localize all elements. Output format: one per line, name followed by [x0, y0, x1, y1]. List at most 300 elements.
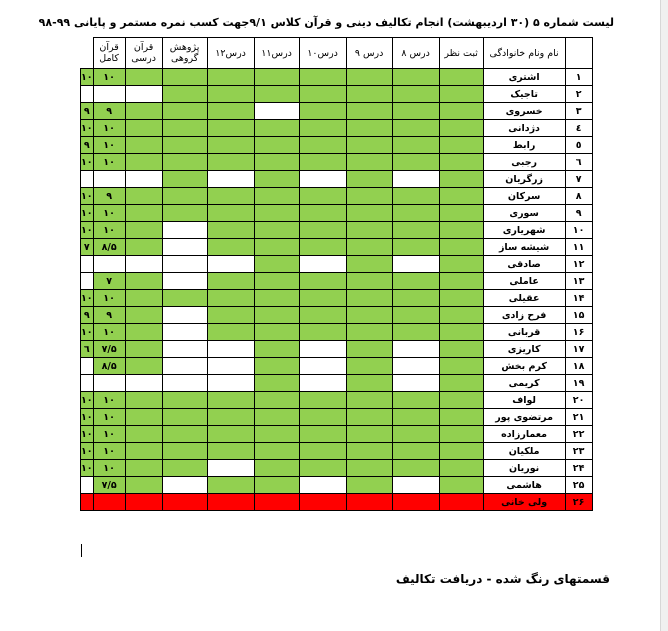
- status-cell: [162, 341, 207, 358]
- status-cell: [346, 171, 392, 188]
- quran-lesson-score: ۸/۵: [93, 239, 125, 256]
- column-header: قرآن درسی: [125, 38, 162, 69]
- status-cell: [299, 120, 346, 137]
- table-body: [81, 69, 593, 511]
- status-cell: [125, 273, 162, 290]
- quran-lesson-score: ۱۰: [93, 222, 125, 239]
- quran-full-score: ۱۰: [81, 222, 94, 239]
- row-number: ۲: [565, 86, 592, 103]
- quran-lesson-score: ۱۰: [93, 443, 125, 460]
- status-cell: [125, 239, 162, 256]
- quran-lesson-score: ۱۰: [93, 290, 125, 307]
- status-cell: [299, 273, 346, 290]
- status-cell: [299, 324, 346, 341]
- status-cell: [207, 375, 254, 392]
- table-row: [81, 307, 593, 324]
- student-name: هاشمی: [483, 477, 565, 494]
- quran-full-score: ۱۰: [81, 188, 94, 205]
- table-row: [81, 188, 593, 205]
- status-cell: [162, 69, 207, 86]
- status-cell: [254, 273, 299, 290]
- status-cell: [346, 188, 392, 205]
- row-number: ۱۵: [565, 307, 592, 324]
- student-name: سرکان: [483, 188, 565, 205]
- student-name: دژدانی: [483, 120, 565, 137]
- status-cell: [392, 120, 439, 137]
- status-cell: [346, 494, 392, 511]
- status-cell: [207, 409, 254, 426]
- row-number: ٥: [565, 137, 592, 154]
- status-cell: [125, 443, 162, 460]
- status-cell: [439, 460, 483, 477]
- student-name: مرتضوی پور: [483, 409, 565, 426]
- status-cell: [439, 409, 483, 426]
- status-cell: [162, 103, 207, 120]
- quran-full-score: ۱۰: [81, 443, 94, 460]
- status-cell: [162, 120, 207, 137]
- status-cell: [346, 239, 392, 256]
- status-cell: [439, 273, 483, 290]
- status-cell: [125, 426, 162, 443]
- student-name: شیشه ساز: [483, 239, 565, 256]
- status-cell: [125, 86, 162, 103]
- status-cell: [439, 171, 483, 188]
- status-cell: [125, 137, 162, 154]
- status-cell: [346, 307, 392, 324]
- status-cell: [299, 188, 346, 205]
- status-cell: [392, 273, 439, 290]
- status-cell: [392, 375, 439, 392]
- row-number: ۲۳: [565, 443, 592, 460]
- status-cell: [207, 341, 254, 358]
- row-number: ۷: [565, 171, 592, 188]
- status-cell: [439, 137, 483, 154]
- status-cell: [162, 222, 207, 239]
- status-cell: [162, 205, 207, 222]
- status-cell: [439, 443, 483, 460]
- row-number: ۱۲: [565, 256, 592, 273]
- student-name: نوریان: [483, 460, 565, 477]
- assignment-table: [80, 37, 593, 511]
- status-cell: [207, 290, 254, 307]
- student-name: زرگریان: [483, 171, 565, 188]
- status-cell: [162, 171, 207, 188]
- quran-full-score: [81, 494, 94, 511]
- status-cell: [439, 120, 483, 137]
- status-cell: [254, 103, 299, 120]
- status-cell: [207, 324, 254, 341]
- quran-full-score: [81, 375, 94, 392]
- quran-lesson-score: ۹: [93, 188, 125, 205]
- status-cell: [439, 103, 483, 120]
- status-cell: [392, 307, 439, 324]
- status-cell: [207, 392, 254, 409]
- status-cell: [254, 222, 299, 239]
- status-cell: [299, 137, 346, 154]
- student-name: عقیلی: [483, 290, 565, 307]
- status-cell: [254, 477, 299, 494]
- table-row: [81, 341, 593, 358]
- student-name: ملکیان: [483, 443, 565, 460]
- status-cell: [254, 171, 299, 188]
- table-row: [81, 205, 593, 222]
- status-cell: [299, 358, 346, 375]
- status-cell: [439, 477, 483, 494]
- status-cell: [254, 239, 299, 256]
- quran-full-score: ۷: [81, 239, 94, 256]
- header-row: [81, 38, 593, 69]
- status-cell: [346, 290, 392, 307]
- status-cell: [125, 324, 162, 341]
- text-cursor: [81, 544, 82, 557]
- table-row: [81, 443, 593, 460]
- status-cell: [254, 307, 299, 324]
- status-cell: [207, 460, 254, 477]
- column-header: ثبت نظر: [439, 38, 483, 69]
- status-cell: [207, 222, 254, 239]
- status-cell: [346, 443, 392, 460]
- quran-full-score: ۱۰: [81, 205, 94, 222]
- status-cell: [439, 256, 483, 273]
- status-cell: [254, 409, 299, 426]
- status-cell: [346, 120, 392, 137]
- student-name: کاریزی: [483, 341, 565, 358]
- status-cell: [392, 239, 439, 256]
- status-cell: [392, 256, 439, 273]
- table-row: [81, 222, 593, 239]
- status-cell: [125, 69, 162, 86]
- status-cell: [254, 494, 299, 511]
- student-name: رابط: [483, 137, 565, 154]
- status-cell: [299, 239, 346, 256]
- row-number: ۲۶: [565, 494, 592, 511]
- status-cell: [125, 103, 162, 120]
- status-cell: [254, 443, 299, 460]
- status-cell: [346, 69, 392, 86]
- quran-lesson-score: ۱۰: [93, 137, 125, 154]
- status-cell: [392, 494, 439, 511]
- quran-lesson-score: [93, 86, 125, 103]
- status-cell: [162, 392, 207, 409]
- table-row: [81, 477, 593, 494]
- student-name: سوری: [483, 205, 565, 222]
- status-cell: [299, 460, 346, 477]
- quran-lesson-score: ۱۰: [93, 409, 125, 426]
- status-cell: [207, 188, 254, 205]
- status-cell: [162, 324, 207, 341]
- status-cell: [439, 86, 483, 103]
- student-name: شهریاری: [483, 222, 565, 239]
- column-header: درس۱۱: [254, 38, 299, 69]
- quran-full-score: ۹: [81, 103, 94, 120]
- status-cell: [162, 443, 207, 460]
- column-header: [565, 38, 592, 69]
- status-cell: [125, 392, 162, 409]
- status-cell: [392, 477, 439, 494]
- status-cell: [162, 477, 207, 494]
- status-cell: [392, 392, 439, 409]
- status-cell: [162, 375, 207, 392]
- row-number: ۲۲: [565, 426, 592, 443]
- status-cell: [162, 460, 207, 477]
- status-cell: [439, 307, 483, 324]
- status-cell: [439, 188, 483, 205]
- status-cell: [162, 290, 207, 307]
- status-cell: [392, 69, 439, 86]
- row-number: ۱۳: [565, 273, 592, 290]
- quran-lesson-score: ۱۰: [93, 324, 125, 341]
- status-cell: [254, 358, 299, 375]
- status-cell: [299, 443, 346, 460]
- status-cell: [392, 103, 439, 120]
- status-cell: [392, 205, 439, 222]
- status-cell: [392, 358, 439, 375]
- quran-full-score: ۱۰: [81, 426, 94, 443]
- quran-lesson-score: ۷/۵: [93, 341, 125, 358]
- status-cell: [162, 307, 207, 324]
- status-cell: [207, 205, 254, 222]
- status-cell: [125, 154, 162, 171]
- row-number: ۱۶: [565, 324, 592, 341]
- status-cell: [162, 409, 207, 426]
- quran-full-score: [81, 256, 94, 273]
- column-header: درس ۹: [346, 38, 392, 69]
- status-cell: [125, 307, 162, 324]
- status-cell: [254, 188, 299, 205]
- status-cell: [207, 477, 254, 494]
- quran-lesson-score: ۱۰: [93, 426, 125, 443]
- status-cell: [392, 324, 439, 341]
- status-cell: [299, 205, 346, 222]
- student-name: عاملی: [483, 273, 565, 290]
- status-cell: [299, 103, 346, 120]
- student-name: کرم بخش: [483, 358, 565, 375]
- status-cell: [125, 358, 162, 375]
- status-cell: [162, 86, 207, 103]
- status-cell: [392, 426, 439, 443]
- quran-lesson-score: ۱۰: [93, 154, 125, 171]
- status-cell: [299, 375, 346, 392]
- quran-lesson-score: ۷: [93, 273, 125, 290]
- status-cell: [439, 375, 483, 392]
- status-cell: [254, 341, 299, 358]
- status-cell: [162, 273, 207, 290]
- table-row: [81, 375, 593, 392]
- status-cell: [254, 426, 299, 443]
- status-cell: [207, 171, 254, 188]
- status-cell: [254, 256, 299, 273]
- table-row: [81, 273, 593, 290]
- table-row: [81, 392, 593, 409]
- status-cell: [346, 324, 392, 341]
- status-cell: [392, 154, 439, 171]
- table-row: [81, 256, 593, 273]
- status-cell: [125, 290, 162, 307]
- table-row: [81, 494, 593, 511]
- quran-full-score: [81, 171, 94, 188]
- student-name: اشتری: [483, 69, 565, 86]
- status-cell: [299, 307, 346, 324]
- row-number: ۳: [565, 103, 592, 120]
- status-cell: [299, 171, 346, 188]
- quran-full-score: ۱۰: [81, 69, 94, 86]
- status-cell: [299, 86, 346, 103]
- status-cell: [346, 375, 392, 392]
- row-number: ۱۹: [565, 375, 592, 392]
- table-row: [81, 69, 593, 86]
- status-cell: [125, 341, 162, 358]
- row-number: ۹: [565, 205, 592, 222]
- status-cell: [299, 69, 346, 86]
- status-cell: [299, 477, 346, 494]
- table-row: [81, 409, 593, 426]
- status-cell: [162, 154, 207, 171]
- row-number: ۲۰: [565, 392, 592, 409]
- status-cell: [439, 222, 483, 239]
- student-name: صادقی: [483, 256, 565, 273]
- status-cell: [346, 460, 392, 477]
- status-cell: [299, 426, 346, 443]
- status-cell: [392, 86, 439, 103]
- student-name: رجبی: [483, 154, 565, 171]
- table-row: [81, 86, 593, 103]
- quran-full-score: ۱۰: [81, 120, 94, 137]
- status-cell: [392, 188, 439, 205]
- status-cell: [346, 426, 392, 443]
- quran-full-score: ۹: [81, 307, 94, 324]
- status-cell: [207, 426, 254, 443]
- quran-lesson-score: [93, 256, 125, 273]
- status-cell: [299, 290, 346, 307]
- quran-full-score: ۹: [81, 137, 94, 154]
- status-cell: [299, 256, 346, 273]
- table-row: [81, 426, 593, 443]
- status-cell: [346, 154, 392, 171]
- status-cell: [299, 392, 346, 409]
- quran-full-score: ۱۰: [81, 409, 94, 426]
- quran-full-score: ۱۰: [81, 154, 94, 171]
- table-row: [81, 290, 593, 307]
- column-header: نام ونام خانوادگی: [483, 38, 565, 69]
- student-name: خسروی: [483, 103, 565, 120]
- status-cell: [439, 290, 483, 307]
- row-number: ۱۱: [565, 239, 592, 256]
- quran-lesson-score: ۹: [93, 307, 125, 324]
- quran-lesson-score: [93, 494, 125, 511]
- quran-full-score: [81, 86, 94, 103]
- status-cell: [392, 443, 439, 460]
- status-cell: [299, 409, 346, 426]
- status-cell: [125, 375, 162, 392]
- status-cell: [392, 409, 439, 426]
- status-cell: [207, 358, 254, 375]
- quran-lesson-score: ۱۰: [93, 120, 125, 137]
- table-row: [81, 460, 593, 477]
- row-number: ٦: [565, 154, 592, 171]
- row-number: ۸: [565, 188, 592, 205]
- quran-lesson-score: ۱۰: [93, 205, 125, 222]
- column-header: درس۱۲: [207, 38, 254, 69]
- status-cell: [207, 86, 254, 103]
- status-cell: [207, 103, 254, 120]
- status-cell: [125, 477, 162, 494]
- quran-full-score: ۱۰: [81, 290, 94, 307]
- status-cell: [439, 426, 483, 443]
- status-cell: [299, 494, 346, 511]
- status-cell: [254, 324, 299, 341]
- quran-full-score: ٦: [81, 341, 94, 358]
- status-cell: [392, 222, 439, 239]
- status-cell: [162, 239, 207, 256]
- row-number: ۱: [565, 69, 592, 86]
- row-number: ۱۰: [565, 222, 592, 239]
- status-cell: [207, 239, 254, 256]
- column-header: درس۱۰: [299, 38, 346, 69]
- status-cell: [162, 358, 207, 375]
- status-cell: [392, 171, 439, 188]
- status-cell: [346, 392, 392, 409]
- status-cell: [207, 443, 254, 460]
- quran-full-score: [81, 477, 94, 494]
- status-cell: [125, 188, 162, 205]
- status-cell: [125, 205, 162, 222]
- table-row: [81, 239, 593, 256]
- table-row: [81, 137, 593, 154]
- row-number: ۲۱: [565, 409, 592, 426]
- quran-full-score: ۱۰: [81, 460, 94, 477]
- table-row: [81, 358, 593, 375]
- status-cell: [346, 137, 392, 154]
- status-cell: [392, 341, 439, 358]
- row-number: ۲۴: [565, 460, 592, 477]
- status-cell: [392, 290, 439, 307]
- status-cell: [254, 154, 299, 171]
- status-cell: [254, 86, 299, 103]
- status-cell: [207, 307, 254, 324]
- status-cell: [207, 120, 254, 137]
- status-cell: [125, 120, 162, 137]
- status-cell: [299, 341, 346, 358]
- quran-full-score: [81, 273, 94, 290]
- row-number: ۲۵: [565, 477, 592, 494]
- quran-lesson-score: ۸/۵: [93, 358, 125, 375]
- student-name: فرح زادی: [483, 307, 565, 324]
- status-cell: [207, 256, 254, 273]
- status-cell: [125, 494, 162, 511]
- status-cell: [254, 460, 299, 477]
- column-header: قرآن کامل: [93, 38, 125, 69]
- status-cell: [207, 494, 254, 511]
- status-cell: [207, 273, 254, 290]
- quran-lesson-score: [93, 171, 125, 188]
- status-cell: [125, 171, 162, 188]
- status-cell: [346, 86, 392, 103]
- quran-lesson-score: ۱۰: [93, 460, 125, 477]
- column-header: درس ۸: [392, 38, 439, 69]
- status-cell: [125, 256, 162, 273]
- row-number: ۱۸: [565, 358, 592, 375]
- quran-lesson-score: ۱۰: [93, 69, 125, 86]
- status-cell: [346, 477, 392, 494]
- quran-full-score: ۱۰: [81, 324, 94, 341]
- table-row: [81, 120, 593, 137]
- status-cell: [346, 256, 392, 273]
- table-row: [81, 324, 593, 341]
- quran-full-score: [81, 358, 94, 375]
- status-cell: [439, 494, 483, 511]
- status-cell: [439, 69, 483, 86]
- status-cell: [254, 375, 299, 392]
